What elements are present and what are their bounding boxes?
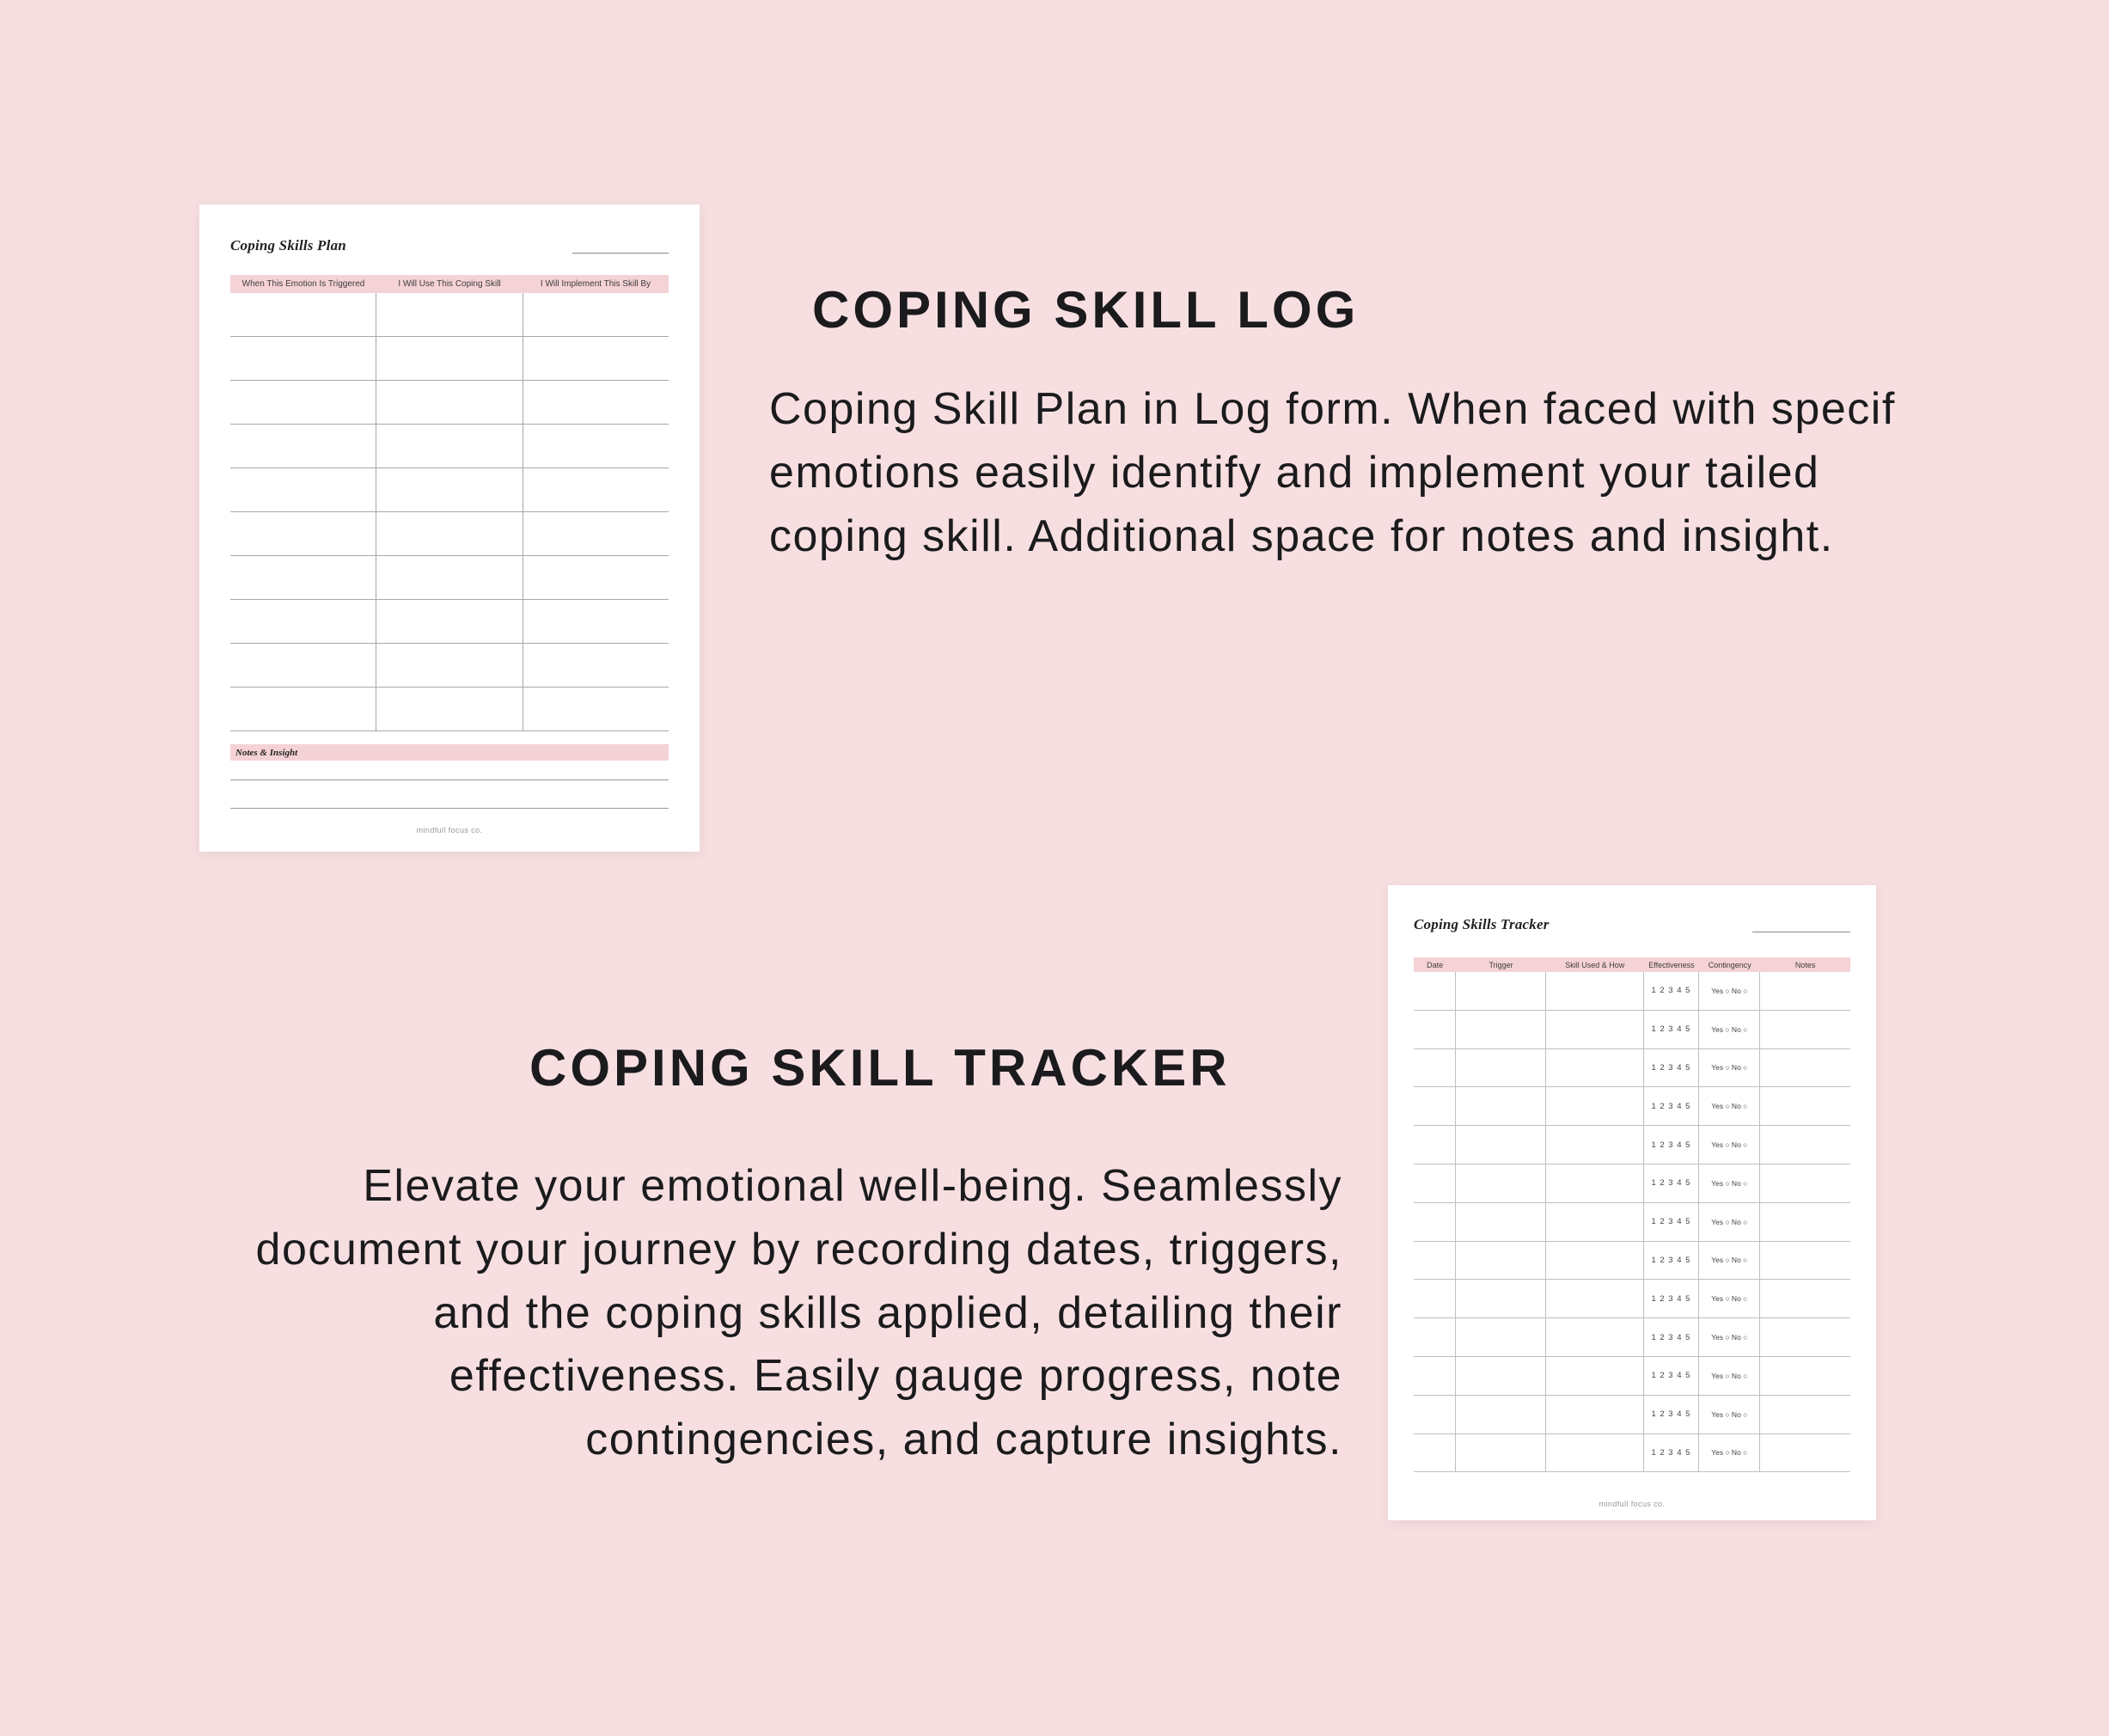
tracker-table-cell <box>1760 1396 1850 1433</box>
plan-notes-line <box>230 779 669 780</box>
tracker-table-cell <box>1546 1357 1644 1395</box>
plan-table-row <box>230 644 669 688</box>
log-section-heading: COPING SKILL LOG <box>812 281 1360 339</box>
tracker-section-description: Elevate your emotional well-being. Seamlessly document your journey by recording dates, triggers, and the coping skills applied, detailing their effectiveness. Easily gauge progress, note contingencies, and capture insights. <box>255 1161 1342 1465</box>
tracker-table-cell <box>1456 1203 1546 1241</box>
tracker-table-cell <box>1546 972 1644 1010</box>
tracker-table-row <box>1414 1203 1850 1242</box>
tracker-table-header <box>1414 957 1850 972</box>
tracker-table-cell <box>1414 1318 1456 1356</box>
plan-table-cell <box>230 293 376 336</box>
effectiveness-scale: 1 2 3 4 5 <box>1644 1011 1700 1048</box>
tracker-table-row <box>1414 972 1850 1011</box>
plan-table-cell <box>376 512 523 555</box>
plan-table-cell <box>230 600 376 643</box>
plan-table-cell <box>230 381 376 424</box>
plan-table-row <box>230 381 669 425</box>
tracker-column-header: Date <box>1427 960 1444 969</box>
tracker-section-heading: COPING SKILL TRACKER <box>529 1039 1231 1097</box>
plan-table-cell <box>376 556 523 599</box>
tracker-table-row <box>1414 1357 1850 1396</box>
tracker-table-row <box>1414 1087 1850 1126</box>
tracker-footer-brand: mindfull focus co. <box>1599 1500 1666 1508</box>
plan-table-cell <box>230 644 376 687</box>
tracker-table-cell <box>1414 1242 1456 1280</box>
plan-table-cell <box>376 293 523 336</box>
contingency-options: Yes ○ No ○ <box>1699 1434 1760 1472</box>
contingency-options: Yes ○ No ○ <box>1699 1242 1760 1280</box>
tracker-table-cell <box>1456 1242 1546 1280</box>
tracker-table-cell <box>1546 1434 1644 1472</box>
tracker-table-cell <box>1546 1164 1644 1202</box>
plan-table-cell <box>230 556 376 599</box>
tracker-column-header: Trigger <box>1489 960 1513 969</box>
tracker-table-cell <box>1456 972 1546 1010</box>
plan-table-header <box>230 275 669 293</box>
tracker-table-cell <box>1414 1087 1456 1125</box>
tracker-table-row <box>1414 1049 1850 1088</box>
tracker-table-cell <box>1456 1396 1546 1433</box>
tracker-table-row <box>1414 1280 1850 1318</box>
effectiveness-scale: 1 2 3 4 5 <box>1644 1126 1700 1164</box>
tracker-table-cell <box>1414 1164 1456 1202</box>
tracker-table-cell <box>1760 1126 1850 1164</box>
plan-table-cell <box>230 468 376 511</box>
tracker-table-row <box>1414 1164 1850 1203</box>
plan-table-row <box>230 688 669 731</box>
plan-table-cell <box>376 381 523 424</box>
plan-column-header: I Will Use This Coping Skill <box>398 279 501 289</box>
plan-notes-bar <box>230 744 669 761</box>
tracker-column-header: Notes <box>1794 960 1816 969</box>
plan-table-row <box>230 600 669 644</box>
tracker-table-cell <box>1546 1126 1644 1164</box>
contingency-options: Yes ○ No ○ <box>1699 1318 1760 1356</box>
tracker-table-cell <box>1456 1434 1546 1472</box>
plan-table-cell <box>523 688 669 730</box>
tracker-table-cell <box>1414 1434 1456 1472</box>
contingency-options: Yes ○ No ○ <box>1699 1011 1760 1048</box>
plan-table-cell <box>523 337 669 380</box>
plan-table-cell <box>376 425 523 468</box>
effectiveness-scale: 1 2 3 4 5 <box>1644 1434 1700 1472</box>
tracker-table-cell <box>1760 1011 1850 1048</box>
tracker-table-cell <box>1546 1242 1644 1280</box>
tracker-table-cell <box>1414 1357 1456 1395</box>
plan-table-cell <box>523 512 669 555</box>
tracker-worksheet-title: Coping Skills Tracker <box>1414 916 1550 932</box>
plan-notes-label: Notes & Insight <box>235 747 298 758</box>
plan-worksheet-title: Coping Skills Plan <box>230 237 346 254</box>
contingency-options: Yes ○ No ○ <box>1699 1203 1760 1241</box>
contingency-options: Yes ○ No ○ <box>1699 1357 1760 1395</box>
plan-table-row <box>230 468 669 512</box>
tracker-table-cell <box>1760 1280 1850 1317</box>
tracker-table-cell <box>1760 972 1850 1010</box>
tracker-table-cell <box>1414 1396 1456 1433</box>
tracker-table-cell <box>1760 1203 1850 1241</box>
plan-date-line <box>572 253 669 254</box>
plan-table-row <box>230 425 669 468</box>
plan-table-cell <box>523 425 669 468</box>
contingency-options: Yes ○ No ○ <box>1699 1087 1760 1125</box>
coping-skills-plan-preview <box>199 205 700 852</box>
tracker-table-cell <box>1760 1357 1850 1395</box>
effectiveness-scale: 1 2 3 4 5 <box>1644 1049 1700 1087</box>
tracker-table-cell <box>1760 1434 1850 1472</box>
tracker-table-cell <box>1760 1164 1850 1202</box>
tracker-table-cell <box>1456 1164 1546 1202</box>
tracker-table-row <box>1414 1318 1850 1357</box>
effectiveness-scale: 1 2 3 4 5 <box>1644 1087 1700 1125</box>
plan-table-cell <box>230 425 376 468</box>
tracker-table-cell <box>1414 972 1456 1010</box>
tracker-table-cell <box>1456 1357 1546 1395</box>
tracker-table-row <box>1414 1434 1850 1473</box>
tracker-table-row <box>1414 1011 1850 1049</box>
tracker-table-cell <box>1546 1396 1644 1433</box>
tracker-table-row <box>1414 1242 1850 1281</box>
tracker-table-cell <box>1456 1126 1546 1164</box>
plan-table-cell <box>376 468 523 511</box>
tracker-table-cell <box>1456 1280 1546 1317</box>
plan-column-header: I Will Implement This Skill By <box>540 279 651 289</box>
effectiveness-scale: 1 2 3 4 5 <box>1644 972 1700 1010</box>
tracker-table-cell <box>1456 1011 1546 1048</box>
plan-table-cell <box>523 381 669 424</box>
tracker-table-cell <box>1414 1011 1456 1048</box>
contingency-options: Yes ○ No ○ <box>1699 1126 1760 1164</box>
plan-table-row <box>230 512 669 556</box>
effectiveness-scale: 1 2 3 4 5 <box>1644 1242 1700 1280</box>
log-section-description: Coping Skill Plan in Log form. When faced with specif emotions easily identify and implement your tailed coping skill. Additional space for notes and insight. <box>769 384 1896 561</box>
plan-table-cell <box>523 293 669 336</box>
effectiveness-scale: 1 2 3 4 5 <box>1644 1164 1700 1202</box>
plan-table-cell <box>230 688 376 730</box>
plan-table-row <box>230 556 669 600</box>
tracker-table-cell <box>1546 1203 1644 1241</box>
plan-table-row <box>230 293 669 337</box>
tracker-table-cell <box>1760 1318 1850 1356</box>
tracker-column-header: Skill Used & How <box>1565 960 1625 969</box>
tracker-table-cell <box>1414 1203 1456 1241</box>
effectiveness-scale: 1 2 3 4 5 <box>1644 1396 1700 1433</box>
tracker-table-cell <box>1414 1049 1456 1087</box>
plan-footer-brand: mindfull focus co. <box>416 826 483 834</box>
tracker-table <box>1414 972 1850 1472</box>
tracker-table-cell <box>1546 1049 1644 1087</box>
tracker-table-cell <box>1546 1318 1644 1356</box>
coping-skills-tracker-preview <box>1388 885 1876 1520</box>
plan-notes-line <box>230 808 669 809</box>
plan-table-cell <box>523 644 669 687</box>
contingency-options: Yes ○ No ○ <box>1699 1280 1760 1317</box>
plan-column-header: When This Emotion Is Triggered <box>241 279 365 289</box>
plan-table-cell <box>230 337 376 380</box>
plan-table-cell <box>376 600 523 643</box>
plan-table <box>230 293 669 731</box>
effectiveness-scale: 1 2 3 4 5 <box>1644 1203 1700 1241</box>
tracker-column-header: Contingency <box>1708 960 1751 969</box>
tracker-table-cell <box>1760 1087 1850 1125</box>
effectiveness-scale: 1 2 3 4 5 <box>1644 1357 1700 1395</box>
tracker-table-row <box>1414 1396 1850 1434</box>
contingency-options: Yes ○ No ○ <box>1699 1049 1760 1087</box>
plan-table-cell <box>376 688 523 730</box>
plan-table-cell <box>376 644 523 687</box>
contingency-options: Yes ○ No ○ <box>1699 1164 1760 1202</box>
tracker-table-cell <box>1456 1087 1546 1125</box>
tracker-table-cell <box>1456 1318 1546 1356</box>
tracker-table-row <box>1414 1126 1850 1164</box>
plan-table-cell <box>376 337 523 380</box>
tracker-table-cell <box>1546 1087 1644 1125</box>
plan-table-cell <box>523 556 669 599</box>
plan-table-cell <box>523 600 669 643</box>
plan-table-row <box>230 337 669 381</box>
tracker-table-cell <box>1546 1280 1644 1317</box>
contingency-options: Yes ○ No ○ <box>1699 1396 1760 1433</box>
plan-table-cell <box>523 468 669 511</box>
tracker-column-header: Effectiveness <box>1648 960 1695 969</box>
tracker-table-cell <box>1414 1280 1456 1317</box>
tracker-table-cell <box>1546 1011 1644 1048</box>
effectiveness-scale: 1 2 3 4 5 <box>1644 1280 1700 1317</box>
effectiveness-scale: 1 2 3 4 5 <box>1644 1318 1700 1356</box>
plan-table-cell <box>230 512 376 555</box>
tracker-table-cell <box>1414 1126 1456 1164</box>
contingency-options: Yes ○ No ○ <box>1699 972 1760 1010</box>
tracker-table-cell <box>1456 1049 1546 1087</box>
tracker-table-cell <box>1760 1049 1850 1087</box>
tracker-table-cell <box>1760 1242 1850 1280</box>
